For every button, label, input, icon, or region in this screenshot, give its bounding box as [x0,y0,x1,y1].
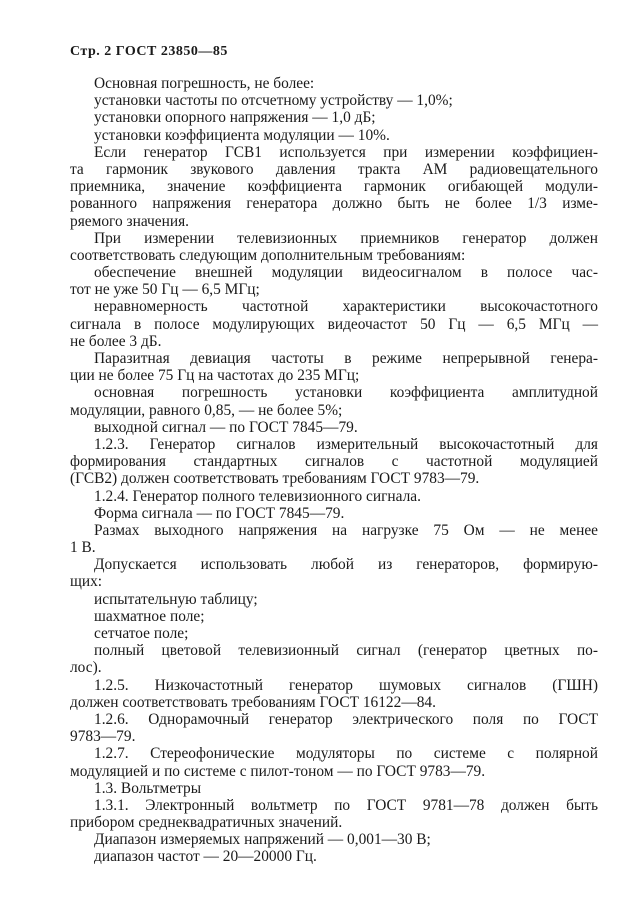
text-line: та гармоник звукового давления тракта АМ радиовещательного [70,160,598,178]
text-line: установки коэффициента модуляции — 10%. [94,126,390,144]
text-line: Форма сигнала — по ГОСТ 7845—79. [94,504,345,522]
text-line: ряемого значения. [70,212,190,230]
text-line: установки частоты по отсчетному устройству — 1,0%; [94,92,453,110]
text-line: 1.2.7. Стереофонические модуляторы по системе с полярной [94,745,598,763]
text-line: (ГСВ2) должен соответствовать требованиям ГОСТ 9783—79. [70,470,480,488]
text-line: 1.2.6. Однорамочный генератор электрического поля по ГОСТ [94,710,598,728]
text-line: 1.3. Вольтметры [94,779,202,797]
text-line: 1.2.4. Генератор полного телевизионного сигнала. [94,487,421,505]
text-line: Паразитная девиация частоты в режиме непрерывной генера- [94,350,598,367]
page-header: Стр. 2 ГОСТ 23850—85 [70,44,228,59]
text-line: Диапазон измеряемых напряжений — 0,001—30 В; [94,831,431,849]
text-line: 9783—79. [70,728,136,746]
text-line: сетчатое поле; [94,625,189,642]
text-line: формирования стандартных сигналов с частотной модуляцией [70,453,598,471]
text-line: Основная погрешность, не более: [94,75,315,92]
text-line: установки опорного напряжения — 1,0 дБ; [94,109,376,127]
text-line: Размах выходного напряжения на нагрузке 75 Ом — не менее [94,521,598,539]
document-body [70,75,598,866]
text-line: щих: [70,573,103,591]
text-line: не более 3 дБ. [70,332,162,350]
text-line: соответствовать следующим дополнительным требованиям: [70,246,466,264]
text-line: основная погрешность установки коэффициента амплитудной [94,384,598,402]
text-line: При измерении телевизионных приемников генератор должен [94,229,598,247]
text-line: диапазон частот — 20—20000 Гц. [94,848,317,866]
text-line: 1.3.1. Электронный вольтметр по ГОСТ 9781—78 должен быть [94,796,598,814]
text-line: тот не уже 50 Гц — 6,5 МГц; [70,281,260,299]
text-line: должен соответствовать требованиям ГОСТ 16122—84. [70,693,436,711]
text-line: приемника, значение коэффициента гармоник огибающей модули- [70,178,598,196]
text-line: 1.2.3. Генератор сигналов измерительный высокочастотный для [94,435,598,453]
text-line: лос). [70,659,102,677]
text-line: Если генератор ГСВ1 используется при измерении коэффициен- [94,143,598,161]
text-line: модуляцией и по системе с пилот-тоном — по ГОСТ 9783—79. [70,762,486,780]
text-line: прибором среднеквадратичных значений. [70,814,343,832]
text-line: испытательную таблицу; [94,590,258,608]
text-line: шахматное поле; [94,607,205,625]
text-line: Допускается использовать любой из генераторов, формирую- [94,556,598,574]
text-line: 1 В. [70,539,96,557]
text-line: неравномерность частотной характеристики высокочастотного [94,298,598,316]
text-line: сигнала в полосе модулирующих видеочастот 50 Гц — 6,5 МГц — [70,315,598,333]
text-line: полный цветовой телевизионный сигнал (генератор цветных по- [94,642,598,660]
text-line: выходной сигнал — по ГОСТ 7845—79. [94,418,358,436]
text-line: обеспечение внешней модуляции видеосигналом в полосе час- [94,264,598,282]
text-line: рованного напряжения генератора должно быть не более 1/3 изме- [70,195,598,213]
text-line: ции не более 75 Гц на частотах до 235 МГц; [70,367,360,385]
text-line: 1.2.5. Низкочастотный генератор шумовых сигналов (ГШН) [94,676,598,694]
text-line: модуляции, равного 0,85, — не более 5%; [70,401,343,419]
